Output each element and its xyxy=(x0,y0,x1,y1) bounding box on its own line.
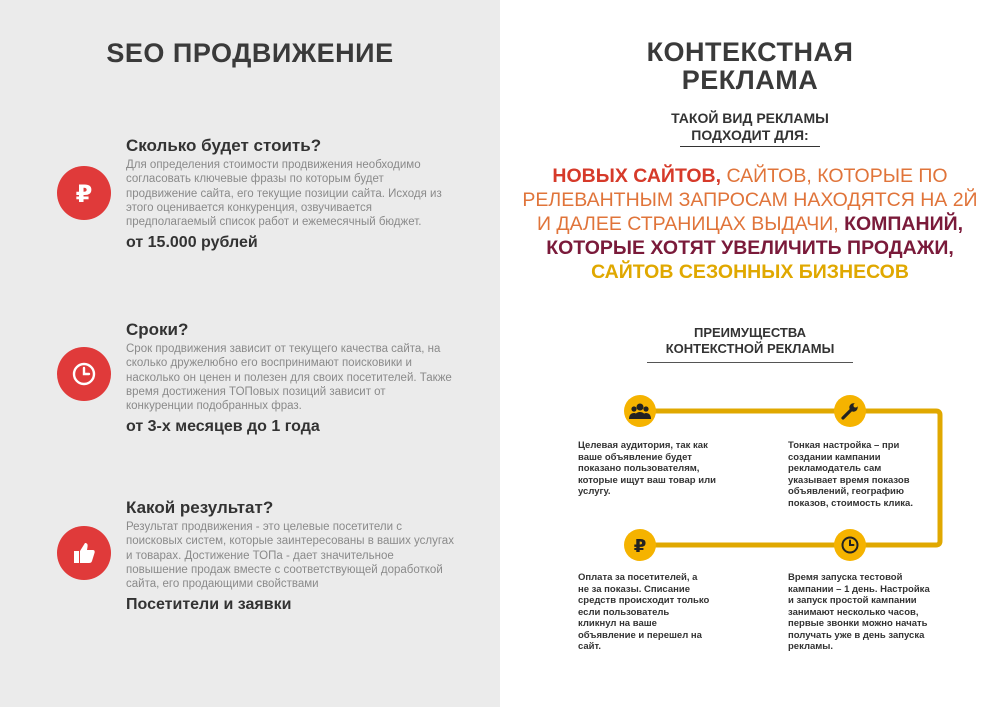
companies-text: КОМПАНИЙ, КОТОРЫЕ ХОТЯТ УВЕЛИЧИТЬ ПРОДАЖИ xyxy=(546,213,964,259)
advantage-audience-text: Целевая аудитория, так как ваше объявление будет показано пользователям, которые ищут ваш товар или услугу. xyxy=(578,440,716,497)
thumbs-up-icon xyxy=(57,526,111,580)
seo-title: SEO ПРОДВИЖЕНИЕ xyxy=(106,38,394,68)
section-title: Сроки? xyxy=(126,320,189,339)
clock-icon xyxy=(834,529,866,561)
seasonal-text: САЙТОВ СЕЗОННЫХ БИЗНЕСОВ xyxy=(591,261,909,283)
svg-text:₽: ₽ xyxy=(75,180,93,207)
context-title-line2: РЕКЛАМА xyxy=(681,65,819,95)
ruble-icon xyxy=(624,529,656,561)
advantage-tuning-text: Тонкая настройка – при создании кампании рекламодатель сам указывает время показов объявлений, географию показов, стоимость клика. xyxy=(788,440,913,509)
wrench-icon xyxy=(834,395,866,427)
section-description: Для определения стоимости продвижения необходимо согласовать ключевые фразы по которым будет продвижение сайта, его текущие позиции сайта. Исходя из этого оценивается конкуренция, озвучивается предполагаемый список работ и ежемесячный бюджет. xyxy=(126,159,442,229)
ruble-icon xyxy=(57,166,111,220)
clock-icon xyxy=(57,347,111,401)
suitable-subtitle-line1: ТАКОЙ ВИД РЕКЛАМЫ xyxy=(671,110,829,126)
context-title-line1: КОНТЕКСТНАЯ xyxy=(646,37,854,67)
section-value: от 15.000 рублей xyxy=(126,234,258,252)
svg-text:₽: ₽ xyxy=(633,536,647,556)
advantages-title-line2: КОНТЕКСТНОЙ РЕКЛАМЫ xyxy=(665,341,835,356)
section-description: Срок продвижения зависит от текущего качества сайта, на сколько дружелюбно его воспринимают поисковики и насколько он ценен и полезен для своих посетителей. Также время достижения ТОПовых позиций зависит от конкуренции подобранных фраз. xyxy=(126,343,452,413)
separator: , xyxy=(948,237,954,259)
context-ads-panel xyxy=(500,0,1000,707)
separator: , xyxy=(715,165,727,187)
section-title: Сколько будет стоить? xyxy=(126,136,322,155)
suitable-subtitle-line2: ПОДХОДИТ ДЛЯ: xyxy=(691,127,809,143)
new-sites-text: НОВЫХ САЙТОВ xyxy=(552,165,716,187)
section-description: Результат продвижения - это целевые посетители с поисковых систем, которые заинтересованы в ваших услугах и товарах. Достижение ТОПа - дает значительное повышение продаж вместе с соответствующей доработкой сайта, его продающими свойствами xyxy=(126,521,454,591)
section-value: Посетители и заявки xyxy=(126,596,292,614)
timeline-section xyxy=(126,320,456,436)
section-title: Какой результат? xyxy=(126,498,274,517)
audience-icon xyxy=(624,395,656,427)
advantage-launch-text: Время запуска тестовой кампании – 1 день. Настройка и запуск простой кампании занимают несколько часов, первые звонки можно начать получать уже в день запуска рекламы. xyxy=(788,572,930,652)
advantage-payment-text: Оплата за посетителей, а не за показы. Списание средств происходит только если пользователь кликнул на ваше объявление и перешел на сайт. xyxy=(578,572,710,652)
relevant-sites-text: САЙТОВ, КОТОРЫЕ ПО РЕЛЕВАНТНЫМ ЗАПРОСАМ НАХОДЯТСЯ НА 2Й И ДАЛЕЕ СТРАНИЦАХ ВЫДАЧИ xyxy=(522,165,978,235)
advantages-title-line1: ПРЕИМУЩЕСТВА xyxy=(694,325,806,340)
cost-section xyxy=(126,136,456,252)
section-value: от 3-х месяцев до 1 года xyxy=(126,418,320,436)
result-section xyxy=(126,498,456,614)
separator: , xyxy=(833,213,845,235)
